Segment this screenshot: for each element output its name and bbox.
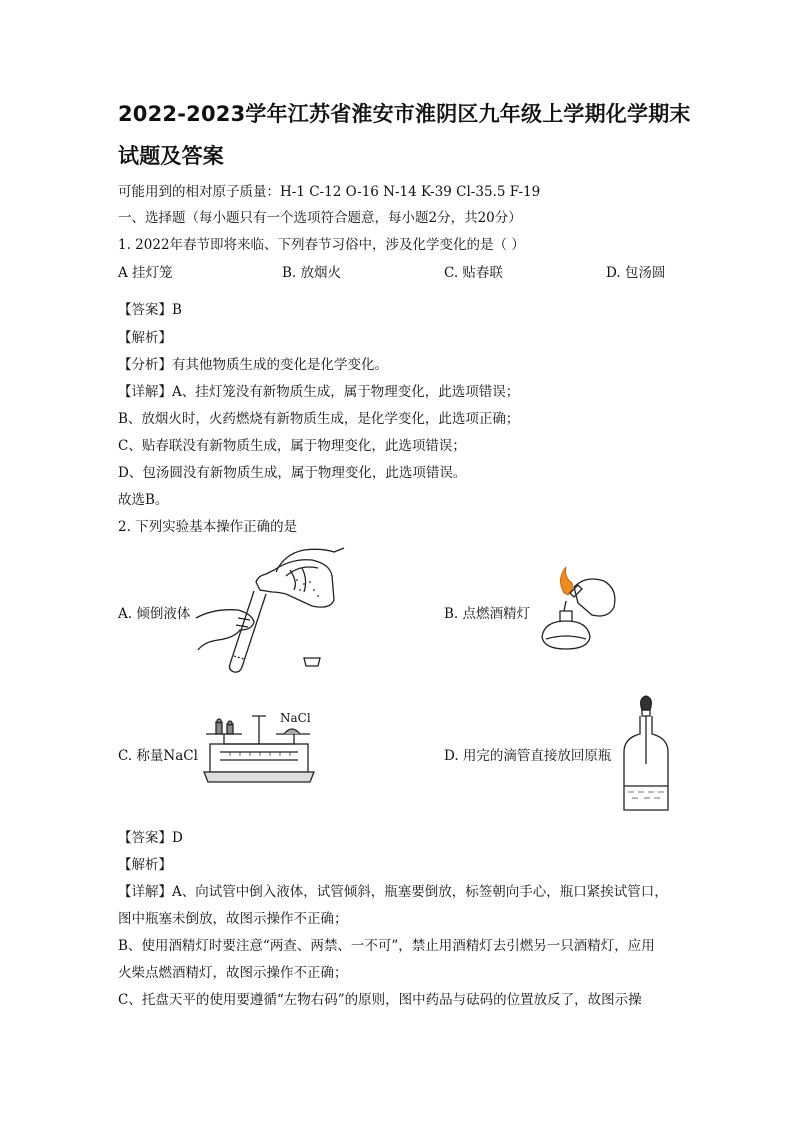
alcohol-lamp-icon — [542, 621, 590, 649]
q1-detail-a: 【详解】A、挂灯笼没有新物质生成，属于物理变化，此选项错误； — [118, 384, 520, 400]
q2-detail-line-4: 火柴点燃酒精灯，故图示操作不正确； — [118, 965, 348, 981]
document-title-line-1: 2022-2023学年江苏省淮安市淮阴区九年级上学期化学期末 — [118, 102, 691, 126]
q1-analysis: 【分析】有其他物质生成的变化是化学变化。 — [118, 357, 388, 373]
q2-option-d: D. 用完的滴管直接放回原瓶 — [444, 748, 612, 764]
tilted-lamp-icon — [574, 579, 615, 616]
figure-alcohol-lamps — [534, 565, 624, 660]
stopper-icon — [304, 658, 320, 666]
figure-pouring-liquid — [194, 546, 344, 676]
question-1-stem: 1. 2022年春节即将来临、下列春节习俗中，涉及化学变化的是（ ） — [118, 237, 525, 253]
atomic-masses: 可能用到的相对原子质量：H-1 C-12 O-16 N-14 K-39 Cl-35.5 F-19 — [118, 184, 541, 200]
section-heading: 一、选择题（每小题只有一个选项符合题意，每小题2分，共20分） — [118, 210, 522, 226]
test-tube-icon — [230, 591, 267, 672]
q2-detail-line-2: 图中瓶塞未倒放，故图示操作不正确； — [118, 911, 348, 927]
q1-conclusion: 故选B。 — [118, 492, 169, 508]
q2-detail-line-1: 【详解】A、向试管中倒入液体，试管倾斜，瓶塞要倒放，标签朝向手心，瓶口紧挨试管口， — [118, 884, 668, 900]
question-2-stem: 2. 下列实验基本操作正确的是 — [118, 519, 298, 535]
q1-detail-b: B、放烟火时，火药燃烧有新物质生成，是化学变化，此选项正确； — [118, 411, 520, 427]
q1-answer: 【答案】B — [118, 302, 182, 318]
nacl-label: NaCl — [280, 711, 311, 725]
q2-detail-line-3: B、使用酒精灯时要注意“两查、两禁、一不可”，禁止用酒精灯去引燃另一只酒精灯，应用 — [118, 938, 655, 954]
balance-base-icon — [210, 744, 308, 772]
q1-analysis-heading: 【解析】 — [118, 330, 172, 346]
document-title-line-2: 试题及答案 — [118, 144, 224, 168]
q2-option-c: C. 称量NaCl — [118, 748, 198, 764]
q1-detail-c: C、贴春联没有新物质生成，属于物理变化，此选项错误； — [118, 438, 466, 454]
q2-answer: 【答案】D — [118, 830, 183, 846]
q1-option-d: D. 包汤圆 — [606, 265, 666, 281]
figure-dropper-bottle — [620, 694, 672, 814]
q2-option-a: A. 倾倒液体 — [118, 606, 191, 622]
q2-option-b: B. 点燃酒精灯 — [444, 606, 531, 622]
figure-balance-scale — [200, 708, 318, 788]
q2-detail-line-5: C、托盘天平的使用要遵循“左物右码”的原则，图中药品与砝码的位置放反了，故图示操 — [118, 992, 642, 1008]
q1-option-b: B. 放烟火 — [282, 265, 342, 281]
q1-detail-d: D、包汤圆没有新物质生成，属于物理变化，此选项错误。 — [118, 465, 467, 481]
q1-option-c: C. 贴春联 — [444, 265, 503, 281]
weight-icon — [216, 722, 222, 734]
dropper-bulb-icon — [641, 696, 652, 710]
q1-option-a: A 挂灯笼 — [118, 265, 173, 281]
salt-pile-icon — [284, 729, 300, 734]
flame-icon — [560, 567, 572, 595]
q2-analysis-heading: 【解析】 — [118, 857, 172, 873]
